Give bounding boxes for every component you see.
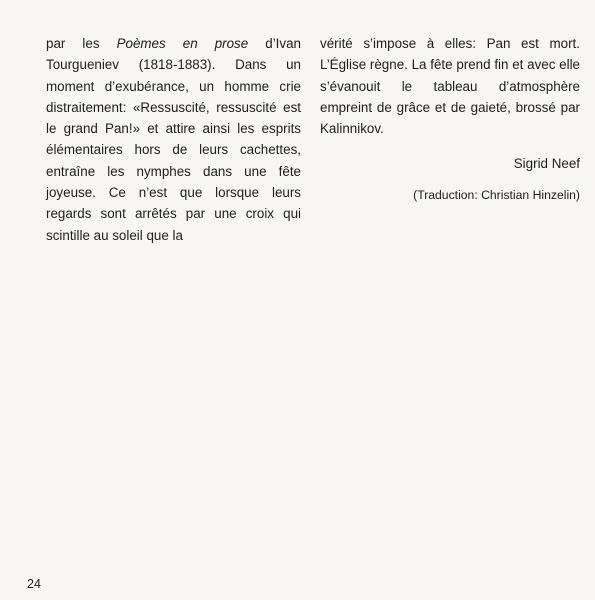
left-paragraph xyxy=(46,33,301,246)
page-number: 24 xyxy=(27,577,41,591)
poems-title-italic: Poèmes en prose xyxy=(116,36,249,51)
left-text-start: par les xyxy=(46,36,117,51)
right-paragraph: vérité s’impose à elles: Pan est mort. L’Église règne. La fête prend fin et avec elle s’évanouit le tableau d’atmosphère empreint de grâce et de gaieté, brossé par Kalinnikov. xyxy=(320,36,580,137)
left-text-continuation: d’Ivan Tourgueniev (1818-1883). Dans un moment d’exubérance, un homme crie distraitement: «Ressuscité, ressuscité est le grand Pan!» et attire ainsi les esprits élémentaires hors de leurs cachettes, entraîne les nymphes dans une fête joyeuse. Ce n’est que lorsque leurs regards sont arrêtés par une croix qui scintille au soleil que la xyxy=(46,36,301,243)
translator-credit: (Traduction: Christian Hinzelin) xyxy=(413,187,580,202)
author-signature: Sigrid Neef xyxy=(513,156,580,172)
right-text-column xyxy=(320,33,580,206)
left-text-column xyxy=(46,33,301,246)
